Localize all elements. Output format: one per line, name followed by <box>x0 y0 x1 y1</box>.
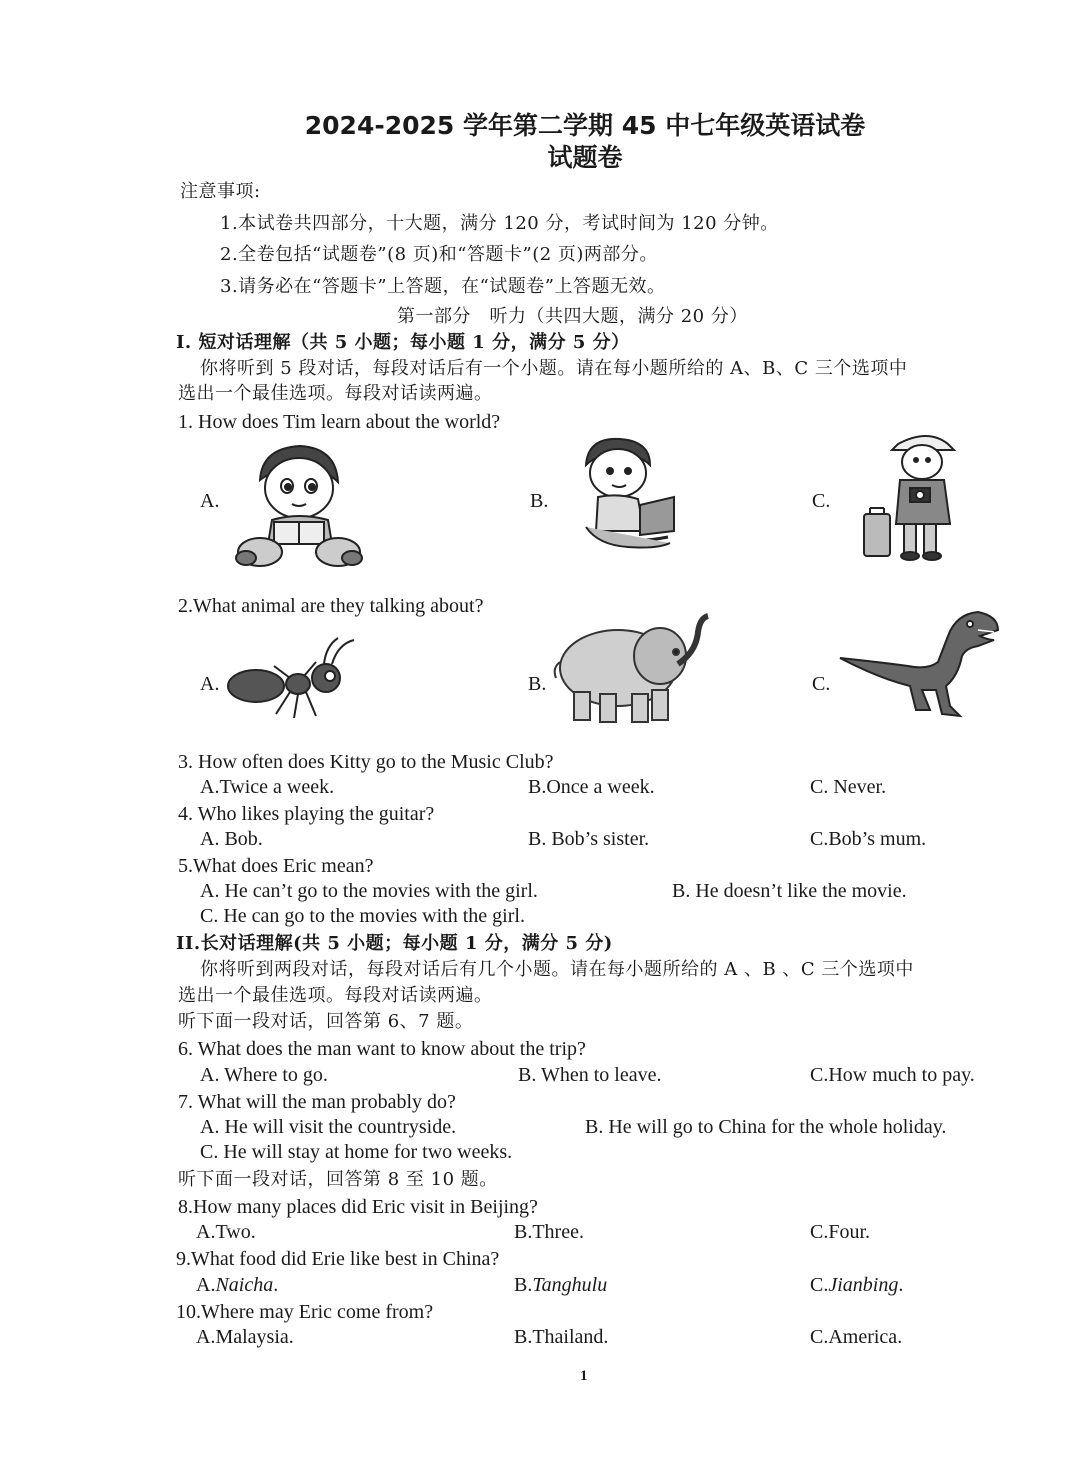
section1-heading: I. 短对话理解（共 5 小题；每小题 1 分，满分 5 分） <box>176 332 630 353</box>
q6-option-a[interactable]: A. Where to go. <box>200 1064 328 1086</box>
q5-option-c[interactable]: C. He can go to the movies with the girl. <box>200 905 525 927</box>
exam-title: 2024-2025 学年第二学期 45 中七年级英语试卷 <box>304 111 866 140</box>
q9-option-c-word: Jianbing <box>828 1274 899 1296</box>
q9-option-c-punct: . <box>898 1274 904 1296</box>
ant-image <box>226 634 366 720</box>
q1-label-a: A. <box>200 490 220 512</box>
question-10-stem: 10.Where may Eric come from? <box>176 1301 434 1323</box>
q9-option-b-word: Tanghulu <box>532 1274 608 1296</box>
q7-option-c[interactable]: C. He will stay at home for two weeks. <box>200 1141 513 1163</box>
elephant-image <box>548 612 718 724</box>
part1-heading: 第一部分 听力（共四大题，满分 20 分） <box>397 306 748 327</box>
q9-option-b[interactable] <box>514 1274 607 1297</box>
notice-item-1: 1.本试卷共四部分，十大题，满分 120 分，考试时间为 120 分钟。 <box>220 213 779 234</box>
q4-option-b[interactable]: B. Bob’s sister. <box>528 828 650 850</box>
q10-option-b[interactable]: B.Thailand. <box>514 1326 609 1348</box>
section2-heading: II.长对话理解(共 5 小题；每小题 1 分，满分 5 分) <box>176 933 613 954</box>
boy-using-laptop-image <box>578 435 683 555</box>
question-7-stem: 7. What will the man probably do? <box>178 1091 456 1113</box>
q7-option-a[interactable]: A. He will visit the countryside. <box>200 1116 457 1138</box>
question-6-stem: 6. What does the man want to know about the trip? <box>178 1038 586 1060</box>
question-3-stem: 3. How often does Kitty go to the Music Club? <box>178 751 554 773</box>
q1-label-b: B. <box>530 490 549 512</box>
q9-option-a[interactable] <box>196 1274 278 1297</box>
q8-option-c[interactable]: C.Four. <box>810 1221 871 1243</box>
q4-option-a[interactable]: A. Bob. <box>200 828 263 850</box>
q5-option-b[interactable]: B. He doesn’t like the movie. <box>672 880 907 902</box>
section1-instruction-line1: 你将听到 5 段对话，每段对话后有一个小题。请在每小题所给的 A、B、C 三个选项中 <box>200 358 908 379</box>
q9-option-a-letter: A. <box>196 1274 216 1296</box>
q9-option-a-punct: . <box>273 1274 279 1296</box>
q2-label-c: C. <box>812 673 831 695</box>
q8-option-b[interactable]: B.Three. <box>514 1221 584 1243</box>
notice-item-2: 2.全卷包括“试题卷”(8 页)和“答题卡”(2 页)两部分。 <box>220 244 658 265</box>
q10-option-c[interactable]: C.America. <box>810 1326 903 1348</box>
q3-option-a[interactable]: A.Twice a week. <box>200 776 335 798</box>
section1-instruction-line2: 选出一个最佳选项。每段对话读两遍。 <box>178 383 493 404</box>
q3-option-b[interactable]: B.Once a week. <box>528 776 655 798</box>
q4-option-c[interactable]: C.Bob’s mum. <box>810 828 927 850</box>
q10-option-a[interactable]: A.Malaysia. <box>196 1326 294 1348</box>
q6-option-b[interactable]: B. When to leave. <box>518 1064 662 1086</box>
section2-instruction-line2: 选出一个最佳选项。每段对话读两遍。 <box>178 985 493 1006</box>
question-2-stem: 2.What animal are they talking about? <box>178 595 484 617</box>
question-8-stem: 8.How many places did Eric visit in Beijing? <box>178 1196 538 1218</box>
section2-subheading-q8-10: 听下面一段对话，回答第 8 至 10 题。 <box>178 1169 498 1190</box>
q1-label-c: C. <box>812 490 831 512</box>
question-5-stem: 5.What does Eric mean? <box>178 855 374 877</box>
exam-subtitle: 试题卷 <box>547 143 623 172</box>
q9-option-c-letter: C. <box>810 1274 829 1296</box>
q8-option-a[interactable]: A.Two. <box>196 1221 256 1243</box>
notice-item-3: 3.请务必在“答题卡”上答题，在“试题卷”上答题无效。 <box>220 276 666 297</box>
q9-option-c[interactable] <box>810 1274 903 1297</box>
q9-option-a-word: Naicha <box>215 1274 274 1296</box>
q5-option-a[interactable]: A. He can’t go to the movies with the girl. <box>200 880 538 902</box>
q7-option-b[interactable]: B. He will go to China for the whole holiday. <box>585 1116 947 1138</box>
section2-instruction-line1: 你将听到两段对话，每段对话后有几个小题。请在每小题所给的 A 、B 、C 三个选项中 <box>200 959 914 980</box>
q3-option-c[interactable]: C. Never. <box>810 776 887 798</box>
q9-option-b-letter: B. <box>514 1274 533 1296</box>
q2-label-a: A. <box>200 673 220 695</box>
notice-heading: 注意事项: <box>180 181 261 202</box>
section2-subheading-q6-7: 听下面一段对话，回答第 6、7 题。 <box>178 1011 474 1032</box>
page-number: 1 <box>580 1368 588 1384</box>
question-4-stem: 4. Who likes playing the guitar? <box>178 803 435 825</box>
dinosaur-image <box>838 606 1003 724</box>
question-1-stem: 1. How does Tim learn about the world? <box>178 411 501 433</box>
boy-traveling-with-camera-image <box>858 428 963 563</box>
q6-option-c[interactable]: C.How much to pay. <box>810 1064 975 1086</box>
q2-label-b: B. <box>528 673 547 695</box>
boy-reading-book-image <box>232 440 367 570</box>
question-9-stem: 9.What food did Erie like best in China? <box>176 1248 500 1270</box>
